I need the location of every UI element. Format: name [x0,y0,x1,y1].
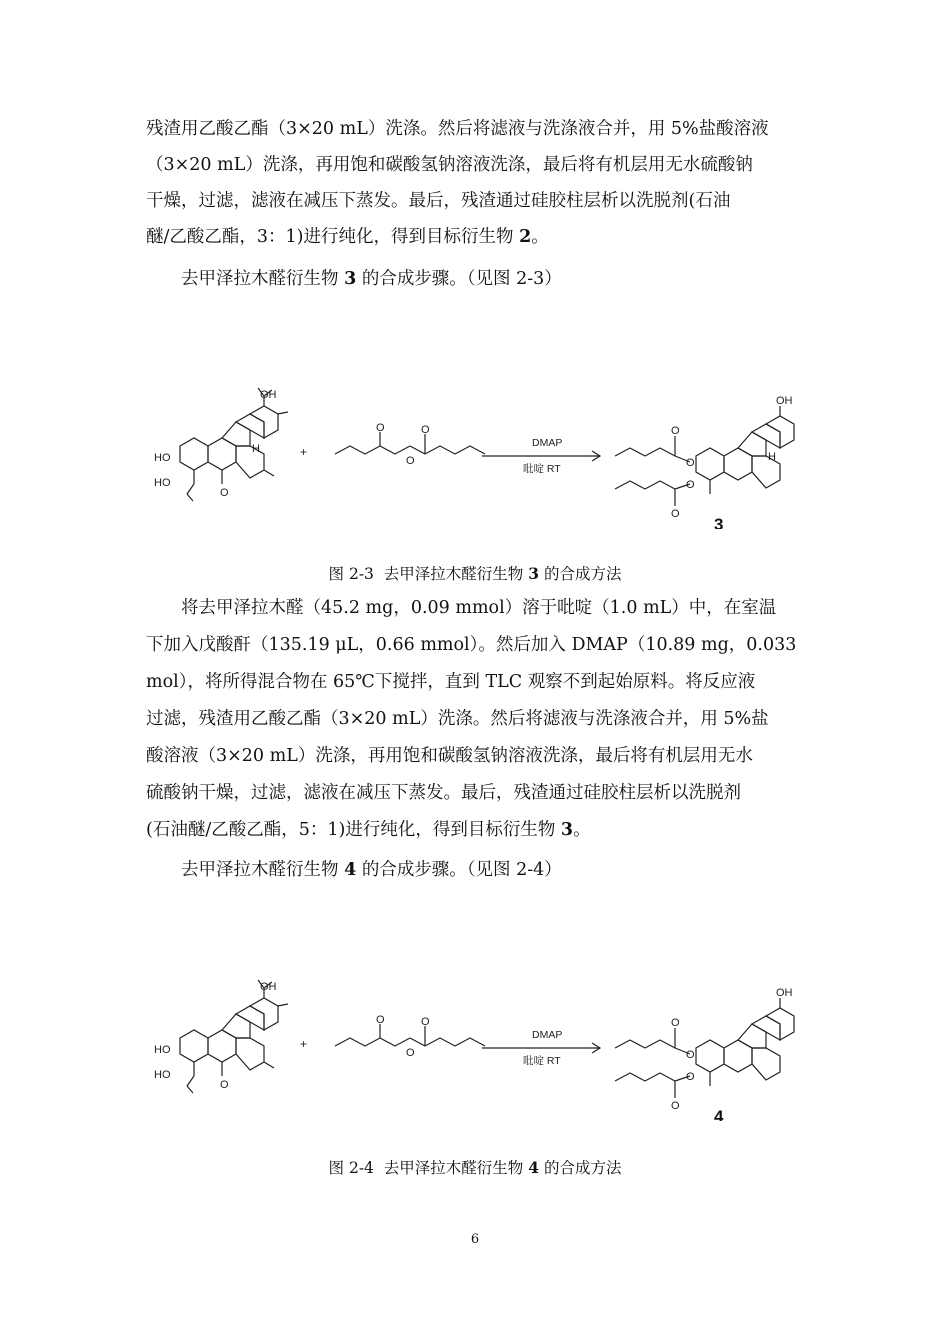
atom-label: O [220,487,229,499]
starting-material-labels [154,389,277,499]
section-heading-4: 去甲泽拉木醛衍生物 4 的合成步骤。（见图 2-4） [181,860,562,880]
atom-label: OH [260,981,277,993]
plus-sign: + [300,445,308,459]
atom-label: O [376,422,385,434]
atom-label: H [252,443,260,455]
starting-material-labels [154,981,277,1091]
atom-label: O [671,1017,680,1029]
starting-material-structure [180,388,288,501]
atom-label: H [768,451,776,463]
section-heading-3: 去甲泽拉木醛衍生物 3 的合成步骤。（见图 2-3） [181,269,562,289]
atom-label: O [686,1049,695,1061]
reaction-arrow [482,1043,600,1053]
atom-label: HO [154,1044,171,1056]
starting-material-structure [180,980,288,1093]
figure-caption-2-3: 图 2-3 去甲泽拉木醛衍生物 3 的合成方法 [328,564,622,583]
atom-label: O [406,455,415,467]
atom-label: O [671,425,680,437]
text-line: 过滤，残渣用乙酸乙酯（3×20 mL）洗涤。然后将滤液与洗涤液合并，用 5%盐 [146,709,769,729]
conditions-label: 吡啶 RT [523,1055,561,1067]
product-labels [671,987,793,1112]
text-line: 酸溶液（3×20 mL）洗涤，再用饱和碳酸氢钠溶液洗涤，最后将有机层用无水 [146,746,753,766]
product-labels [671,395,793,520]
compound-number: 4 [714,1107,724,1121]
compound-number: 3 [714,515,724,529]
atom-label: OH [776,395,793,407]
atom-label: O [686,479,695,491]
atom-label: O [671,1100,680,1112]
plus-sign: + [300,1037,308,1051]
reagent-label: DMAP [532,1029,563,1041]
atom-label: O [671,508,680,520]
atom-label: OH [260,389,277,401]
atom-label: O [220,1079,229,1091]
text-line: 干燥，过滤，滤液在减压下蒸发。最后，残渣通过硅胶柱层析以洗脱剂(石油 [146,191,731,211]
text-line: 残渣用乙酸乙酯（3×20 mL）洗涤。然后将滤液与洗涤液合并，用 5%盐酸溶液 [146,119,769,139]
page-number: 6 [470,1232,480,1247]
anhydride-structure [335,432,485,454]
reaction-scheme-3 [140,384,820,529]
reagent-label: DMAP [532,437,563,449]
atom-label: O [406,1047,415,1059]
atom-label: HO [154,452,171,464]
text-line: (石油醚/乙酸乙酯，5：1)进行纯化，得到目标衍生物 3。 [146,820,591,840]
atom-label: O [376,1014,385,1026]
atom-label: HO [154,477,171,489]
anhydride-structure [335,1024,485,1046]
atom-label: O [421,1016,430,1028]
atom-label: O [686,457,695,469]
reaction-arrow [482,451,600,461]
atom-label: HO [154,1069,171,1081]
text-line: 醚/乙酸乙酯，3：1)进行纯化，得到目标衍生物 2。 [146,227,549,247]
anhydride-labels [376,422,430,467]
anhydride-labels [376,1014,430,1059]
atom-label: OH [776,987,793,999]
reaction-scheme-4 [140,976,820,1121]
text-line: （3×20 mL）洗涤，再用饱和碳酸氢钠溶液洗涤，最后将有机层用无水硫酸钠 [146,155,753,175]
conditions-label: 吡啶 RT [523,463,561,475]
text-line: 硫酸钠干燥，过滤，滤液在减压下蒸发。最后，残渣通过硅胶柱层析以洗脱剂 [146,783,741,803]
atom-label: O [686,1071,695,1083]
text-line: 下加入戊酸酐（135.19 μL，0.66 mmol）。然后加入 DMAP（10.89 mg，0.033 [146,635,797,655]
atom-label: O [421,424,430,436]
text-line: mol），将所得混合物在 65℃下搅拌，直到 TLC 观察不到起始原料。将反应液 [146,672,756,692]
figure-caption-2-4: 图 2-4 去甲泽拉木醛衍生物 4 的合成方法 [328,1158,622,1177]
text-line: 将去甲泽拉木醛（45.2 mg，0.09 mmol）溶于吡啶（1.0 mL）中，在室温 [181,598,777,618]
product-structure [615,998,794,1098]
